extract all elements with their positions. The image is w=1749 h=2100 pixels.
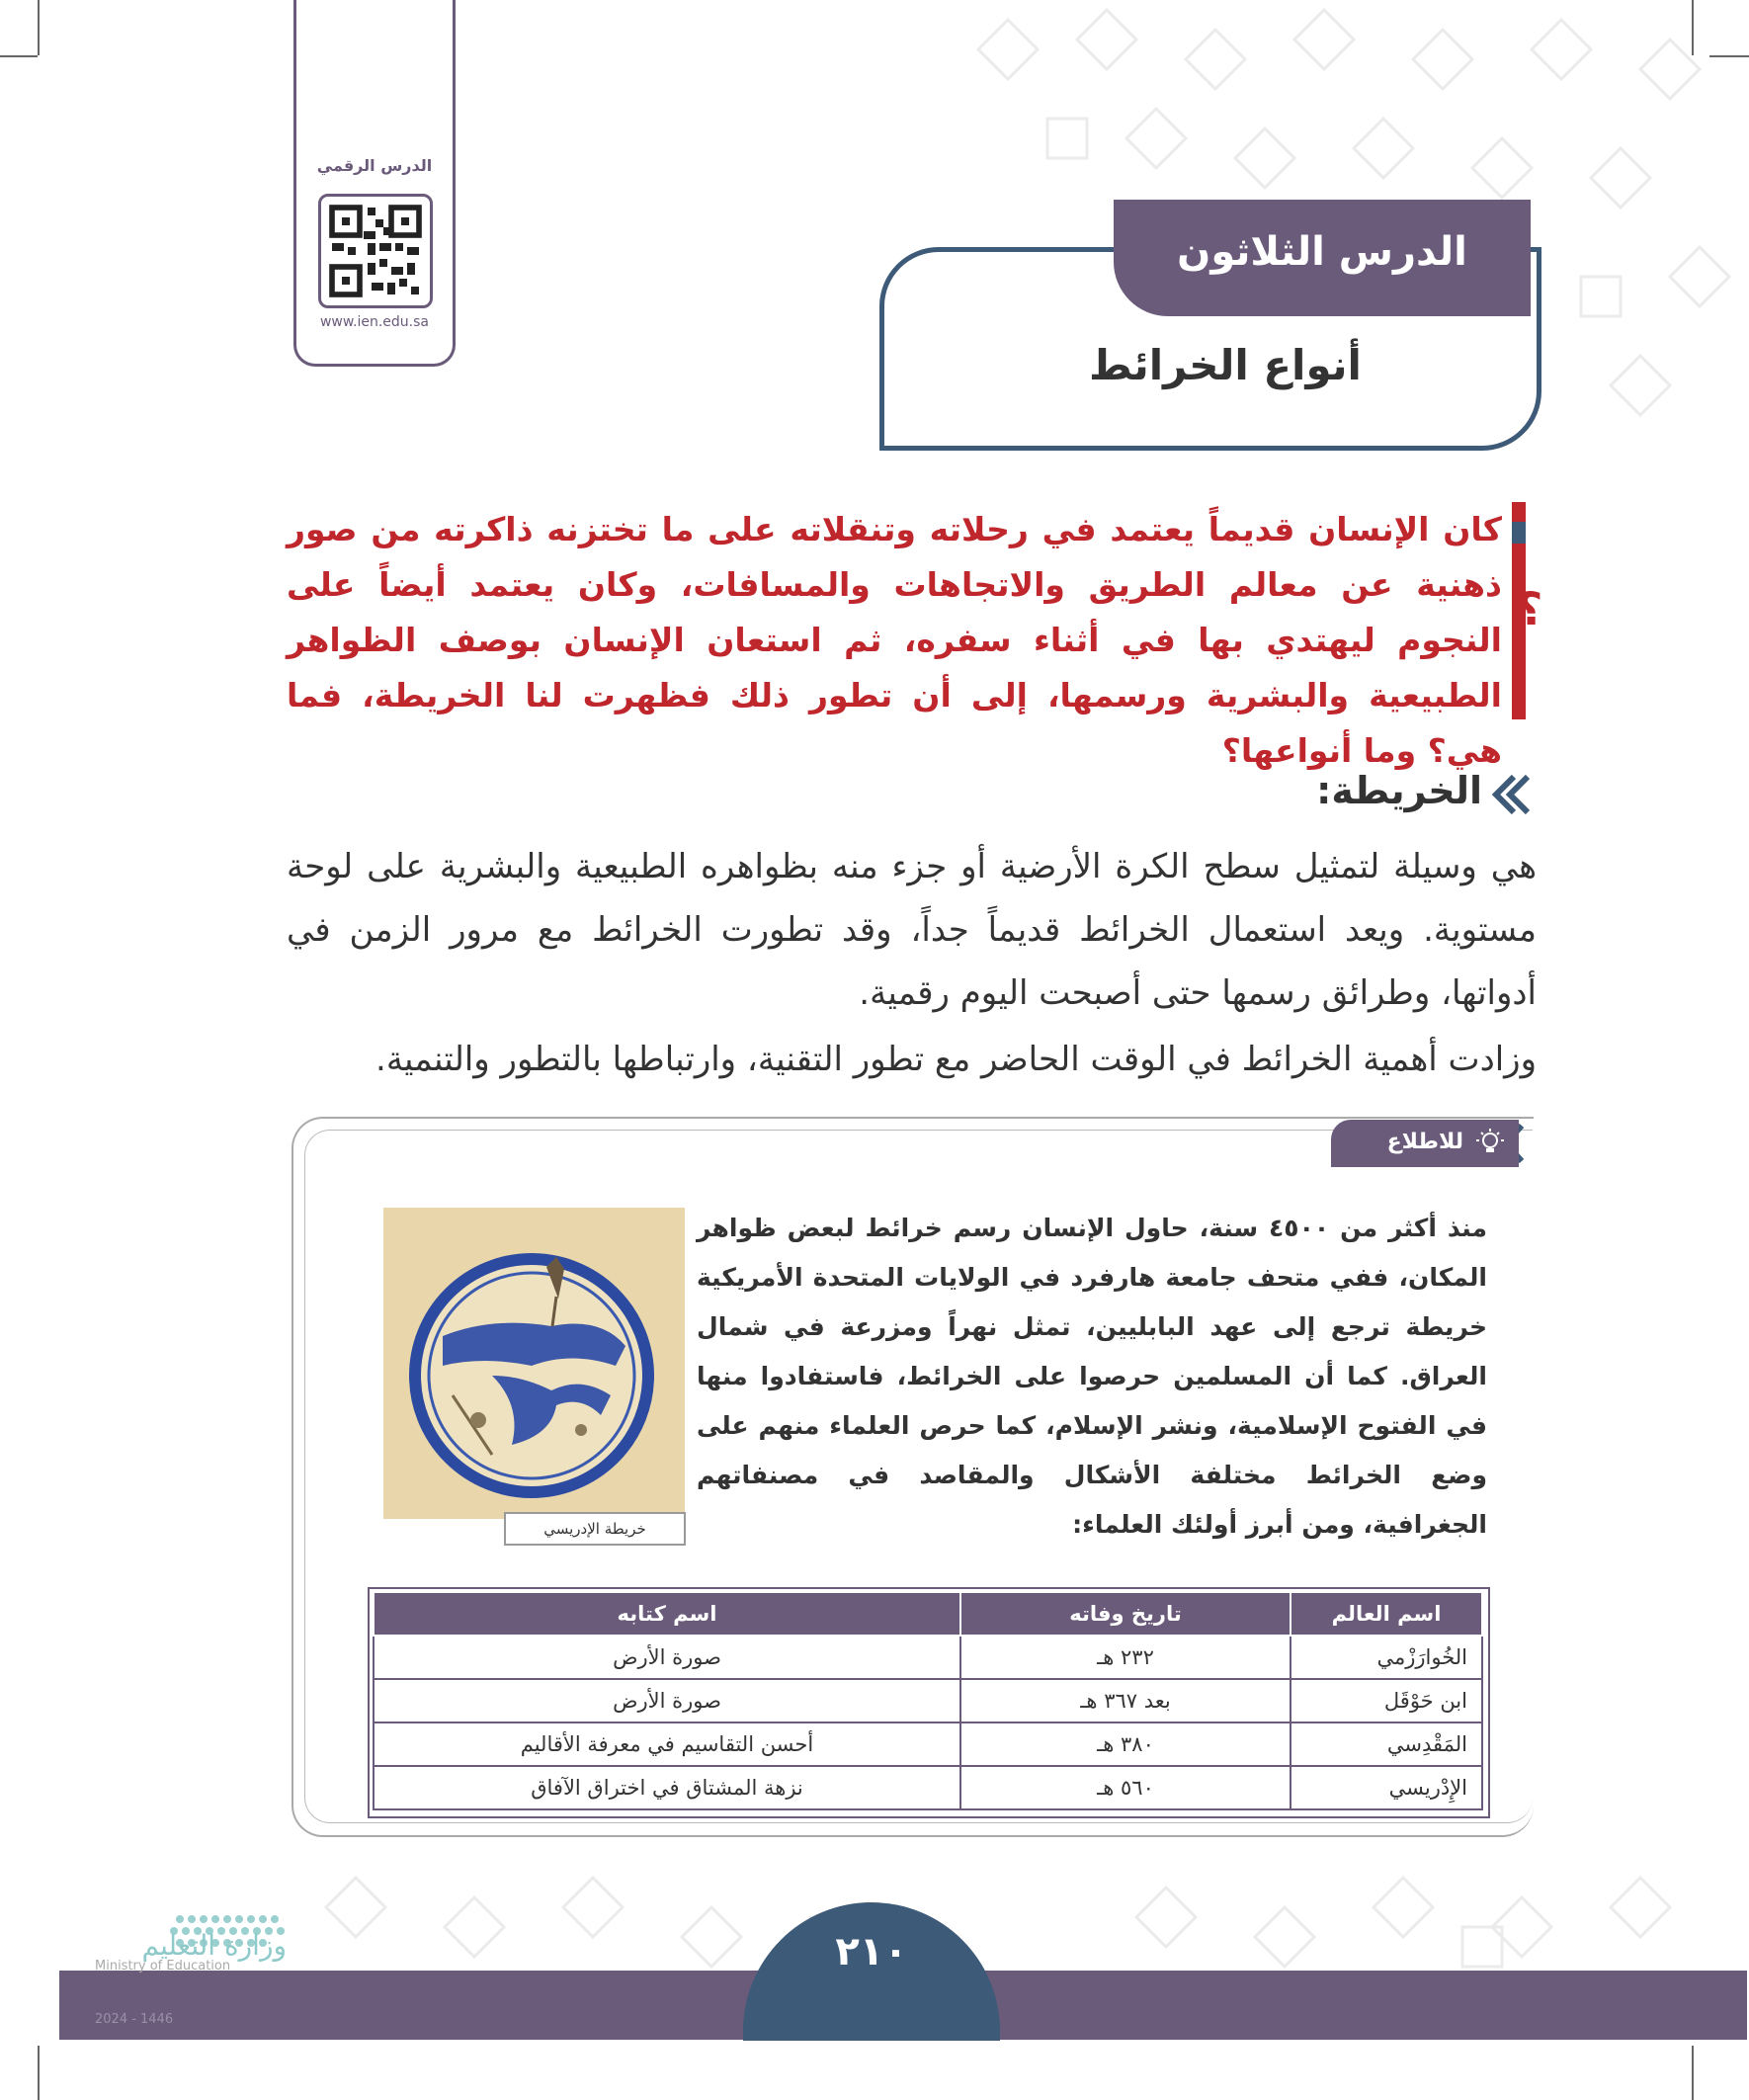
table-header-row	[374, 1592, 1482, 1636]
table-cell: المَقْدِسي	[1291, 1722, 1482, 1766]
lesson-number: الدرس الثلاثون	[1114, 200, 1531, 316]
table-cell: ٢٣٢ هـ	[960, 1636, 1291, 1679]
scholars-table	[373, 1591, 1483, 1810]
section-heading	[1245, 769, 1482, 818]
table-cell: صورة الأرض	[374, 1679, 960, 1722]
table-row	[374, 1722, 1482, 1766]
table-cell: الخُوارَزْمي	[1291, 1636, 1482, 1679]
column-header-death-date: تاريخ وفاته	[960, 1592, 1291, 1636]
question-icon: ؟	[1516, 582, 1543, 635]
crop-mark	[38, 0, 40, 55]
idrisi-map-image	[383, 1208, 685, 1519]
table-row	[374, 1766, 1482, 1809]
edition-year: 2024 - 1446	[95, 2012, 174, 2027]
table-cell: أحسن التقاسيم في معرفة الأقاليم	[374, 1722, 960, 1766]
table-cell: نزهة المشتاق في اختراق الآفاق	[374, 1766, 960, 1809]
table-cell: ٣٨٠ هـ	[960, 1722, 1291, 1766]
intro-paragraph: كان الإنسان قديماً يعتمد في رحلاته وتنقلاته على ما تختزنه ذاكرته من صور ذهنية عن معالم الطريق والاتجاهات والمسافات، وكان يعتمد أيضاً على النجوم ليهتدي بها في أثناء سفره، ثم استعان الإنسان بوصف الظواهر الطبيعية والبشرية ورسمها، إلى أن تطور ذلك فظهرت لنا الخريطة، فما هي؟ وما أنواعها؟	[287, 510, 1502, 770]
table-cell: بعد ٣٦٧ هـ	[960, 1679, 1291, 1722]
column-header-scholar: اسم العالم	[1291, 1592, 1482, 1636]
table-cell: ٥٦٠ هـ	[960, 1766, 1291, 1809]
table-row	[374, 1636, 1482, 1679]
table-row	[374, 1679, 1482, 1722]
qr-code-icon	[324, 200, 427, 302]
image-caption: خريطة الإدريسي	[504, 1512, 686, 1546]
column-header-book: اسم كتابه	[374, 1592, 960, 1636]
site-url[interactable]: www.ien.edu.sa	[319, 314, 430, 330]
lightbulb-icon	[1475, 1128, 1505, 1157]
chevron-left-icon	[1490, 773, 1532, 816]
section-heading-text: الخريطة:	[1316, 769, 1482, 812]
info-tag-label: للاطلاع	[1386, 1130, 1463, 1154]
digital-lesson-tab	[293, 0, 456, 367]
crop-mark	[1692, 2046, 1694, 2100]
info-tag	[1331, 1120, 1519, 1167]
intro-bar-accent	[1512, 522, 1526, 544]
page-number: ٢١٠	[743, 1902, 1000, 2041]
info-paragraph: منذ أكثر من ٤٥٠٠ سنة، حاول الإنسان رسم خرائط لبعض ظواهر المكان، ففي متحف جامعة هارفرد في الولايات المتحدة الأمريكية خريطة ترجع إلى عهد البابليين، تمثل نهراً ومزرعة في شمال العراق. كما أن المسلمين حرصوا على الخرائط، فاستفادوا منها في الفتوح الإسلامية، ونشر الإسلام، كما حرص العلماء منهم على وضع الخرائط مختلفة الأشكال والمقاصد في مصنفاتهم الجغرافية، ومن أبرز أولئك العلماء:	[697, 1214, 1487, 1539]
ministry-name-english: Ministry of Education	[95, 1959, 231, 1974]
lesson-title: أنواع الخرائط	[1089, 341, 1362, 389]
table-cell: صورة الأرض	[374, 1636, 960, 1679]
digital-lesson-label: الدرس الرقمي	[316, 156, 433, 175]
table-cell: ابن حَوْقَل	[1291, 1679, 1482, 1722]
ministry-name: وزارة التعليم	[141, 1929, 287, 1962]
table-cell: الإِدْريسي	[1291, 1766, 1482, 1809]
section-paragraph: هي وسيلة لتمثيل سطح الكرة الأرضية أو جزء منه بظواهره الطبيعية والبشرية على لوحة مستوية. ويعد استعمال الخرائط قديماً جداً، وقد تطورت الخرائط مع مرور الزمن في أدواتها، وطرائق رسمها حتى أصبحت اليوم رقمية.	[287, 847, 1537, 1013]
crop-mark	[0, 55, 38, 57]
idrisi-map-illustration	[383, 1208, 685, 1519]
crop-mark	[38, 2046, 40, 2100]
qr-code[interactable]	[318, 194, 433, 308]
section-paragraph: وزادت أهمية الخرائط في الوقت الحاضر مع تطور التقنية، وارتباطها بالتطور والتنمية.	[375, 1040, 1537, 1079]
